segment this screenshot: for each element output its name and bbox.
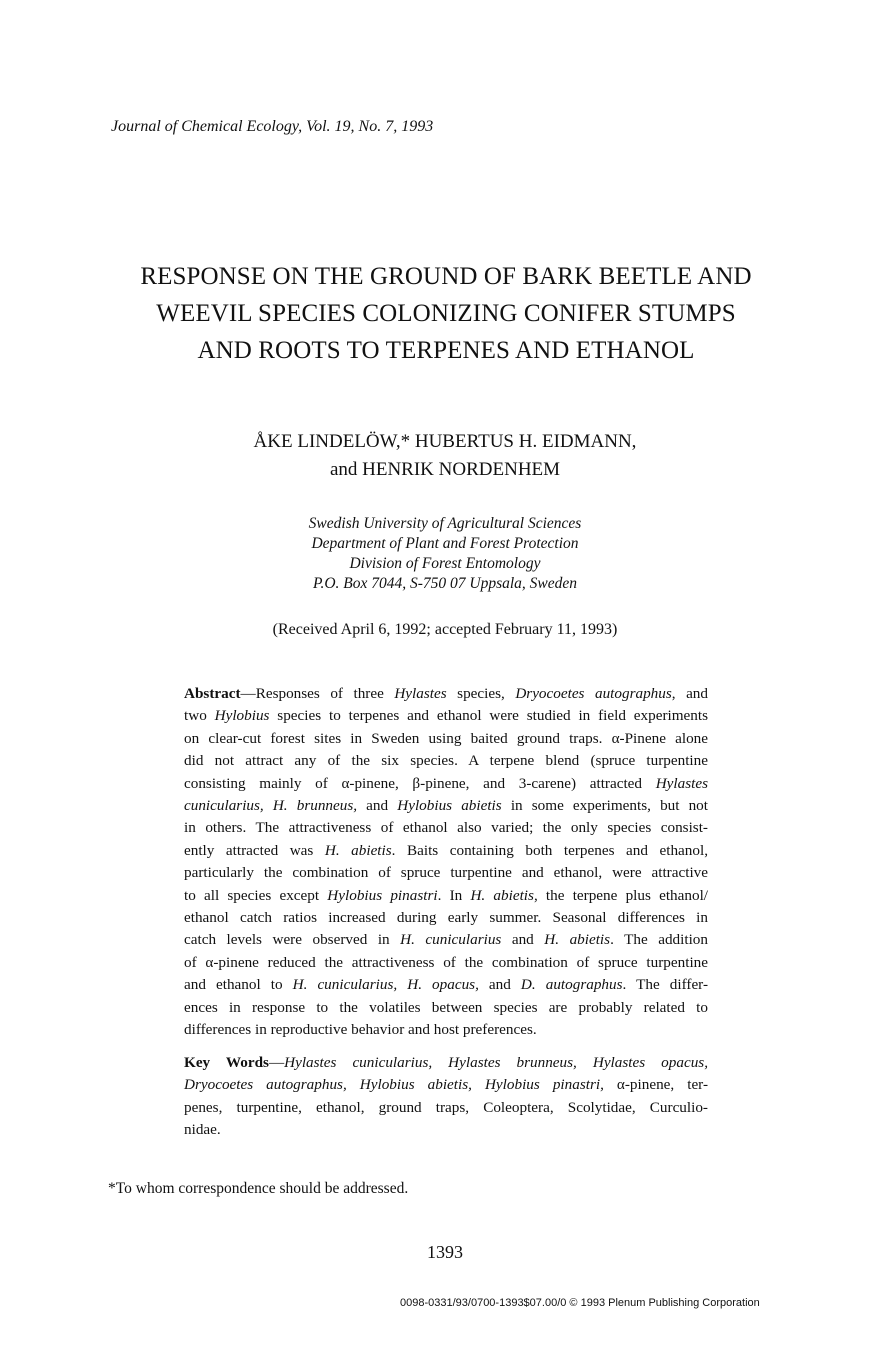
affiliation-line: Department of Plant and Forest Protection — [311, 535, 579, 552]
keywords — [184, 1052, 708, 1142]
paper-title — [60, 258, 832, 369]
keywords-line — [184, 1052, 708, 1074]
abstract-text: ently attracted was — [184, 841, 325, 859]
abstract-line: did not attract any of the six species. A terpene blend (spruce turpentine — [184, 752, 708, 770]
abstract-text: , the terpene plus ethanol/ — [533, 886, 709, 904]
abstract-line — [184, 840, 708, 862]
species-name: Hylobius — [214, 707, 270, 725]
abstract-line: in others. The attractiveness of ethanol also varied; the only species consist- — [184, 819, 708, 837]
abstract-text: catch levels were observed in — [184, 931, 401, 949]
species-name: H. abietis — [544, 931, 611, 949]
keywords-line: penes, turpentine, ethanol, ground traps, Coleoptera, Scolytidae, Curculio- — [184, 1098, 708, 1116]
abstract-line: particularly the combination of spruce turpentine and ethanol, were attractive — [184, 864, 708, 882]
abstract-line — [184, 705, 708, 727]
page-number: 1393 — [427, 1242, 463, 1262]
abstract-line — [184, 974, 708, 996]
abstract-line: on clear-cut forest sites in Sweden using baited ground traps. α-Pinene alone — [184, 729, 708, 747]
abstract — [184, 683, 708, 1042]
species-name: Dryocoetes autographus — [515, 685, 672, 702]
abstract-text: . The differ- — [622, 976, 708, 994]
footnote: *To whom correspondence should be addressed. — [108, 1180, 409, 1197]
keywords-line: nidae. — [184, 1121, 221, 1139]
abstract-text: two — [184, 707, 215, 725]
keywords-heading: Key Words — [184, 1054, 269, 1071]
species-name: H. cunicularius, H. opacus, — [292, 976, 479, 994]
received-dates: (Received April 6, 1992; accepted February 11, 1993) — [272, 621, 618, 638]
abstract-heading: Abstract — [184, 685, 241, 702]
abstract-text: to all species except — [184, 886, 328, 904]
authors-line: and HENRIK NORDENHEM — [329, 459, 561, 480]
journal-citation: Journal of Chemical Ecology, Vol. 19, No. 7, 1993 — [111, 118, 434, 135]
keywords-text: α-pinene, ter- — [603, 1076, 708, 1094]
species-name: H. abietis — [470, 886, 534, 904]
species-name: Hylobius pinastri — [327, 886, 438, 904]
abstract-text: —Responses of three — [240, 685, 395, 702]
species-name: D. autographus — [520, 976, 623, 994]
abstract-text: and — [478, 976, 521, 994]
abstract-line — [184, 683, 708, 705]
affiliation-line: P.O. Box 7044, S-750 07 Uppsala, Sweden — [312, 575, 578, 592]
affiliation-line: Swedish University of Agricultural Sciences — [308, 515, 582, 532]
species-name: cunicularius, H. brunneus, — [184, 797, 358, 815]
keywords-text: — — [268, 1054, 285, 1071]
species-name: Dryocoetes autographus, Hylobius abietis, Hylobius pinastri, — [184, 1076, 604, 1094]
abstract-text: and — [357, 797, 398, 815]
abstract-line: ences in response to the volatiles between species are probably related to — [184, 998, 708, 1016]
title-line: AND ROOTS TO TERPENES AND ETHANOL — [197, 337, 695, 364]
abstract-line: ethanol catch ratios increased during early summer. Seasonal differences in — [184, 909, 708, 927]
abstract-line — [184, 929, 708, 951]
abstract-line: differences in reproductive behavior and host preferences. — [184, 1021, 537, 1039]
species-name: H. cunicularius — [400, 931, 502, 949]
species-name: H. abietis — [324, 841, 392, 859]
abstract-text: . In — [437, 886, 471, 904]
abstract-text: . The addition — [610, 931, 708, 949]
abstract-line — [184, 885, 708, 907]
species-name: Hylastes — [394, 685, 447, 702]
title-line: RESPONSE ON THE GROUND OF BARK BEETLE AND — [140, 263, 752, 290]
abstract-text: and — [501, 931, 545, 949]
species-name: Hylobius abietis — [397, 797, 502, 815]
title-line: WEEVIL SPECIES COLONIZING CONIFER STUMPS — [156, 300, 736, 327]
species-name: Hylastes cunicularius, Hylastes brunneus, Hylastes opacus, — [284, 1054, 708, 1071]
keywords-line — [184, 1074, 708, 1096]
abstract-line: of α-pinene reduced the attractiveness of the combination of spruce turpentine — [184, 953, 708, 971]
affiliation-line: Division of Forest Entomology — [349, 555, 541, 572]
copyright-line: 0098-0331/93/0700-1393$07.00/0 © 1993 Plenum Publishing Corporation — [400, 1297, 760, 1309]
species-name: Hylastes — [655, 774, 708, 792]
authors-line: ÅKE LINDELÖW,* HUBERTUS H. EIDMANN, — [253, 431, 637, 452]
abstract-line — [184, 795, 708, 817]
abstract-text: in some experiments, but not — [501, 797, 708, 815]
abstract-text: species, — [446, 685, 516, 702]
abstract-text: , and — [671, 685, 708, 702]
abstract-text: species to terpenes and ethanol were studied in field experiments — [269, 707, 708, 725]
abstract-text: . Baits containing both terpenes and ethanol, — [391, 841, 708, 859]
abstract-text: and ethanol to — [184, 976, 293, 994]
affiliation — [200, 514, 690, 594]
abstract-text: consisting mainly of α-pinene, β-pinene, and 3-carene) attracted — [184, 774, 656, 792]
author-list — [120, 428, 770, 484]
abstract-line — [184, 773, 708, 795]
